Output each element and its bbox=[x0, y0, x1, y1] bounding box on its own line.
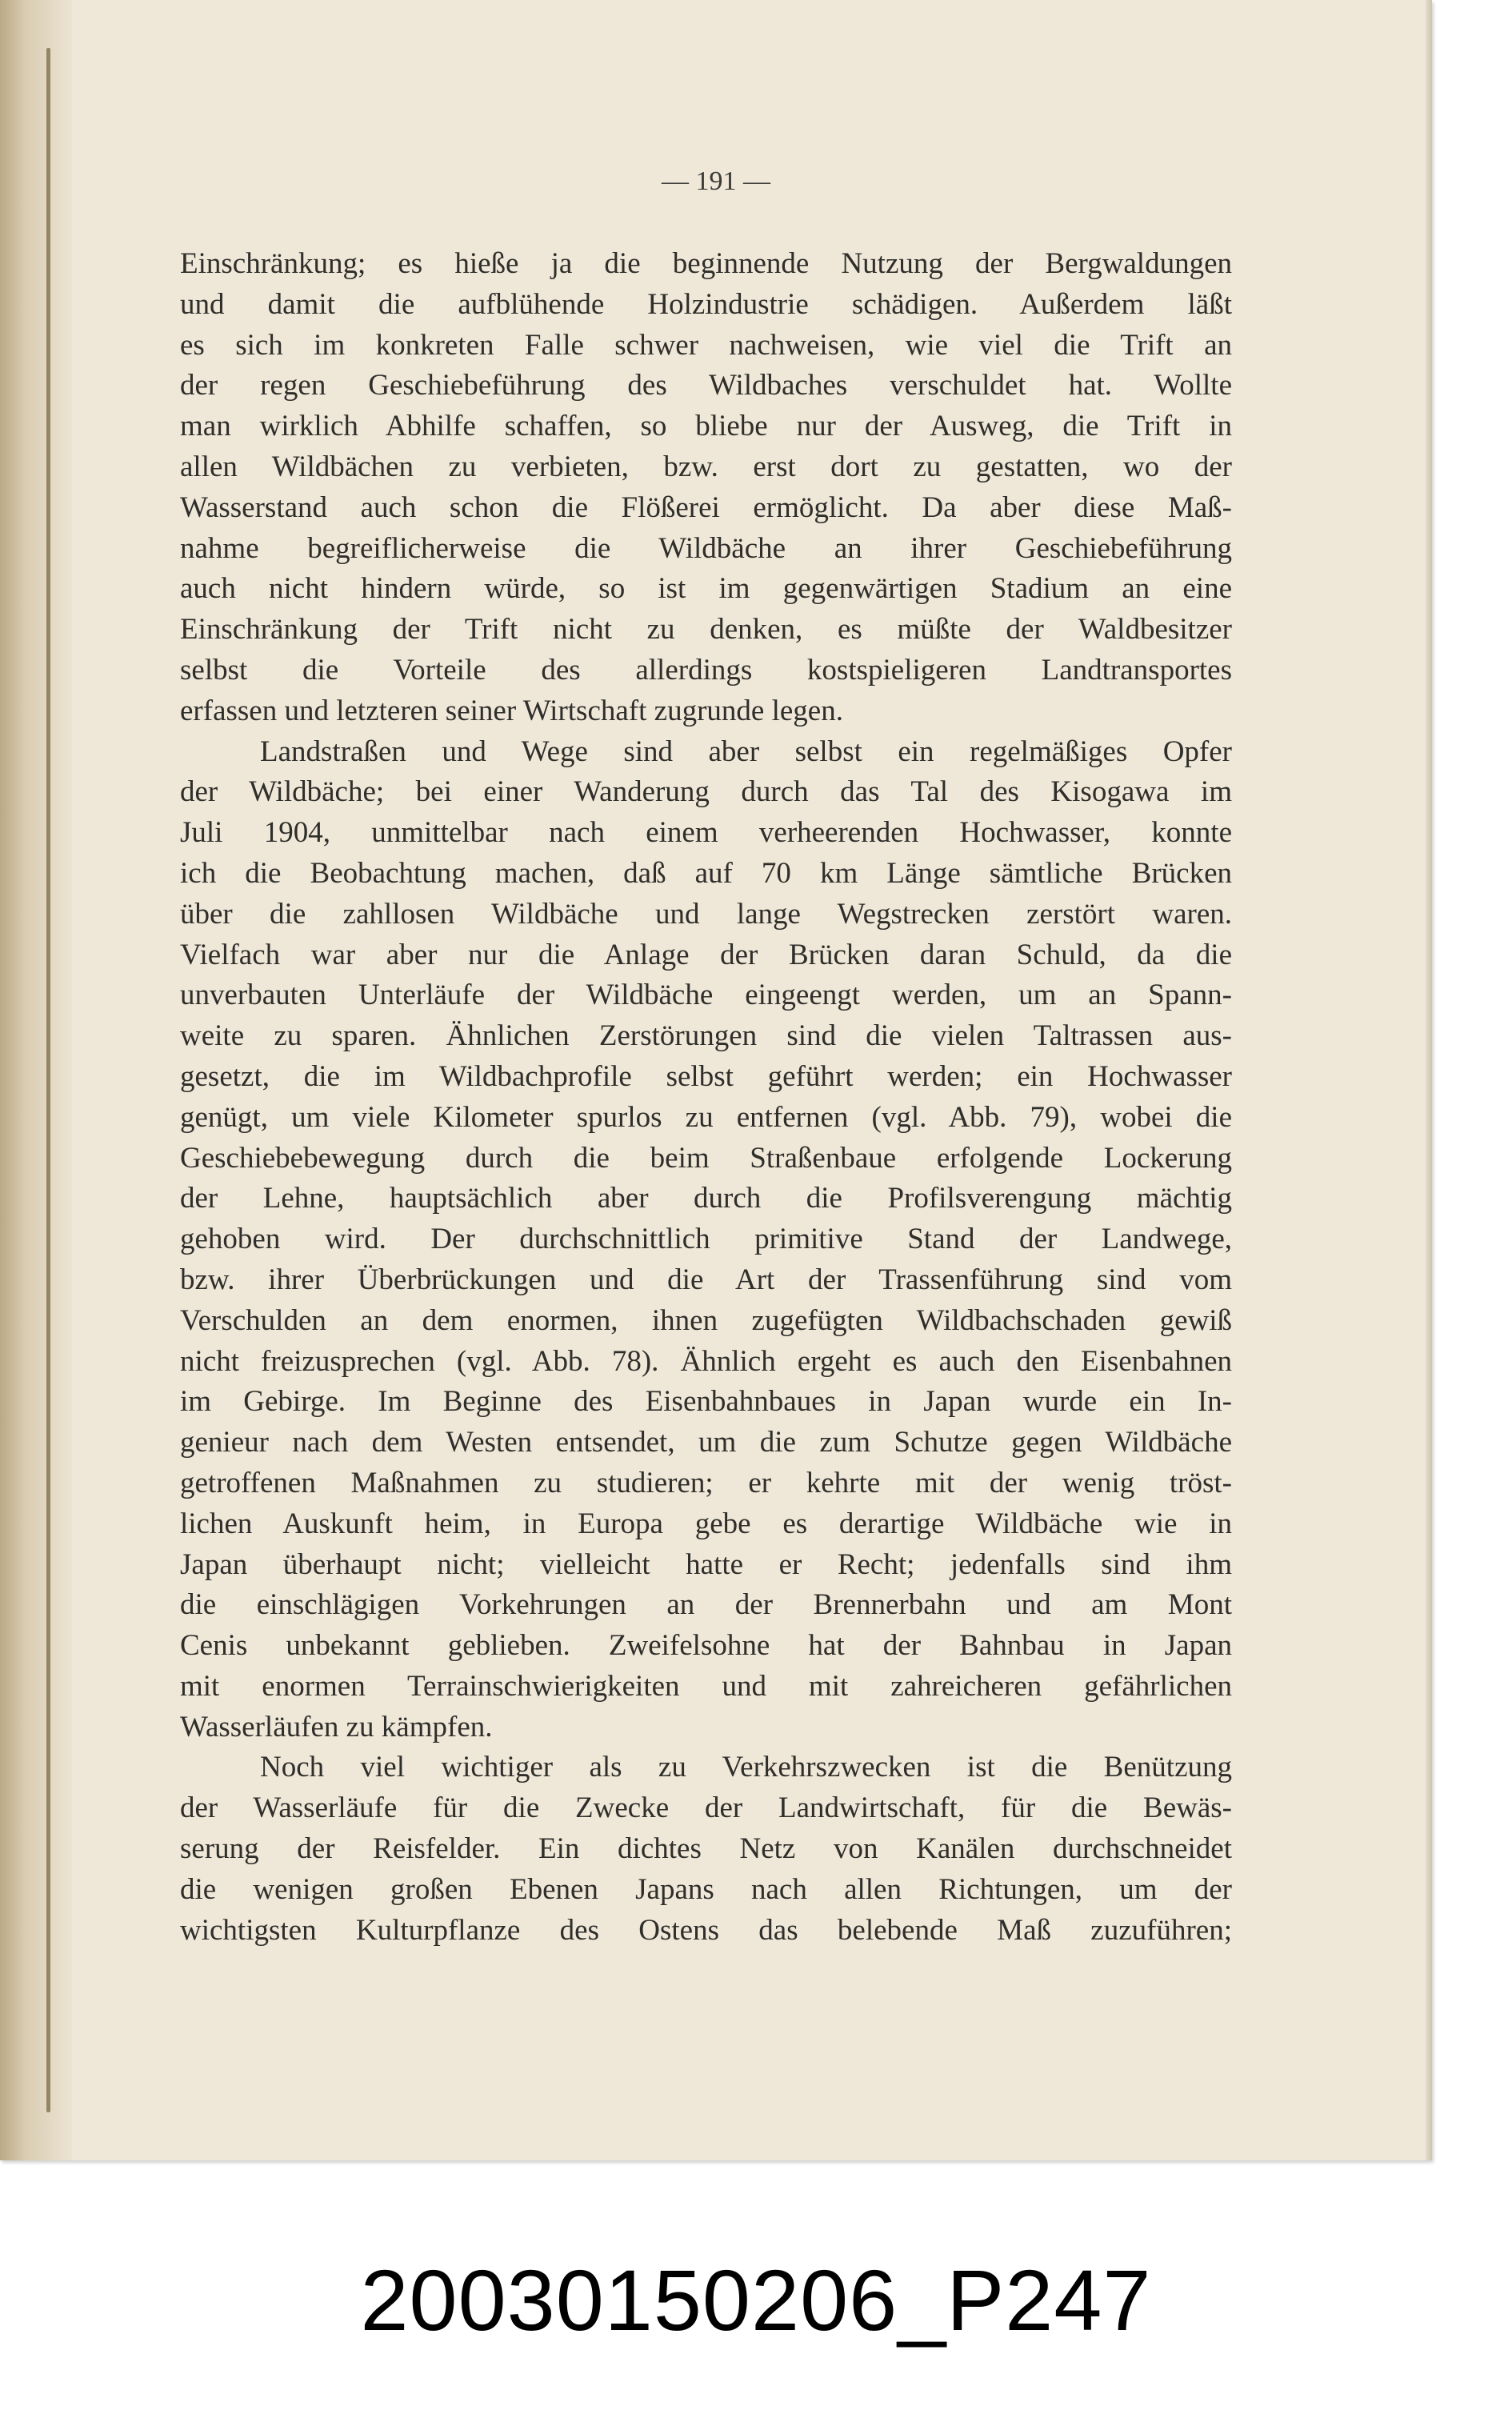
text-line: der Wasserläufe für die Zwecke der Landwirtschaft, für die Bewäs- bbox=[180, 1791, 1232, 1825]
text-line: ich die Beobachtung machen, daß auf 70 km Länge sämtliche Brücken bbox=[180, 856, 1232, 890]
text-line: gesetzt, die im Wildbachprofile selbst geführt werden; ein Hochwasser bbox=[180, 1059, 1232, 1093]
text-line: nahme begreiflicherweise die Wildbäche an ihrer Geschiebeführung bbox=[180, 531, 1232, 565]
text-line: weite zu sparen. Ähnlichen Zerstörungen sind die vielen Taltrassen aus- bbox=[180, 1019, 1232, 1053]
text-line: nicht freizusprechen (vgl. Abb. 78). Ähnlich ergeht es auch den Eisenbahnen bbox=[180, 1344, 1232, 1378]
text-line: die wenigen großen Ebenen Japans nach allen Richtungen, um der bbox=[180, 1872, 1232, 1906]
text-line: der Wildbäche; bei einer Wanderung durch das Tal des Kisogawa im bbox=[180, 775, 1232, 809]
text-line: allen Wildbächen zu verbieten, bzw. erst dort zu gestatten, wo der bbox=[180, 450, 1232, 483]
text-line: mit enormen Terrainschwierigkeiten und mit zahreicheren gefährlichen bbox=[180, 1669, 1232, 1703]
text-line: selbst die Vorteile des allerdings kostspieligeren Landtransportes bbox=[180, 653, 1232, 687]
book-gutter bbox=[0, 0, 72, 2160]
text-line: Landstraßen und Wege sind aber selbst ein regelmäßiges Opfer bbox=[260, 735, 1232, 768]
page-number: — 191 — bbox=[662, 166, 770, 196]
text-line: die einschlägigen Vorkehrungen an der Brennerbahn und am Mont bbox=[180, 1588, 1232, 1622]
text-line: getroffenen Maßnahmen zu studieren; er kehrte mit der wenig tröst- bbox=[180, 1466, 1232, 1499]
text-line: genügt, um viele Kilometer spurlos zu entfernen (vgl. Abb. 79), wobei die bbox=[180, 1100, 1232, 1134]
text-line: es sich im konkreten Falle schwer nachweisen, wie viel die Trift an bbox=[180, 328, 1232, 362]
text-line: Wasserstand auch schon die Flößerei ermöglicht. Da aber diese Maß- bbox=[180, 490, 1232, 524]
text-line: unverbauten Unterläufe der Wildbäche eingeengt werden, um an Spann- bbox=[180, 979, 1232, 1012]
text-line: der regen Geschiebeführung des Wildbaches verschuldet hat. Wollte bbox=[180, 369, 1232, 402]
text-line: Noch viel wichtiger als zu Verkehrszwecken ist die Benützung bbox=[260, 1751, 1232, 1784]
text-line: serung der Reisfelder. Ein dichtes Netz von Kanälen durchschneidet bbox=[180, 1832, 1232, 1866]
text-line: Cenis unbekannt geblieben. Zweifelsohne hat der Bahnbau in Japan bbox=[180, 1629, 1232, 1663]
scan-identifier: 20030150206_P247 bbox=[360, 2252, 1152, 2348]
binding-shadow bbox=[46, 48, 50, 2112]
text-line: bzw. ihrer Überbrückungen und die Art der Trassenführung sind vom bbox=[180, 1263, 1232, 1296]
text-line: Einschränkung der Trift nicht zu denken, es müßte der Waldbesitzer bbox=[180, 613, 1232, 647]
text-line: Einschränkung; es hieße ja die beginnende Nutzung der Bergwaldungen bbox=[180, 247, 1232, 280]
text-line: erfassen und letzteren seiner Wirtschaft zugrunde legen. bbox=[180, 694, 843, 727]
page-edge bbox=[1426, 0, 1432, 2160]
text-line: Juli 1904, unmittelbar nach einem verheerenden Hochwasser, konnte bbox=[180, 816, 1232, 850]
text-line: gehoben wird. Der durchschnittlich primitive Stand der Landwege, bbox=[180, 1223, 1232, 1256]
text-line: auch nicht hindern würde, so ist im gegenwärtigen Stadium an eine bbox=[180, 572, 1232, 606]
text-line: Vielfach war aber nur die Anlage der Brücken daran Schuld, da die bbox=[180, 938, 1232, 971]
paragraph bbox=[180, 244, 1232, 732]
paragraph bbox=[180, 1747, 1232, 1951]
text-line: Geschiebebewegung durch die beim Straßenbaue erfolgende Lockerung bbox=[180, 1141, 1232, 1175]
text-line: über die zahllosen Wildbäche und lange Wegstrecken zerstört waren. bbox=[180, 897, 1232, 931]
body-text bbox=[180, 244, 1232, 1951]
text-line: Verschulden an dem enormen, ihnen zugefügten Wildbachschaden gewiß bbox=[180, 1303, 1232, 1337]
text-line: wichtigsten Kulturpflanze des Ostens das belebende Maß zuzuführen; bbox=[180, 1913, 1232, 1947]
text-line: und damit die aufblühende Holzindustrie schädigen. Außerdem läßt bbox=[180, 287, 1232, 321]
text-line: genieur nach dem Westen entsendet, um die zum Schutze gegen Wildbäche bbox=[180, 1426, 1232, 1459]
text-line: der Lehne, hauptsächlich aber durch die Profilsverengung mächtig bbox=[180, 1182, 1232, 1215]
text-line: Wasserläufen zu kämpfen. bbox=[180, 1710, 493, 1743]
text-line: lichen Auskunft heim, in Europa gebe es derartige Wildbäche wie in bbox=[180, 1507, 1232, 1540]
text-line: Japan überhaupt nicht; vielleicht hatte er Recht; jedenfalls sind ihm bbox=[180, 1547, 1232, 1581]
paragraph bbox=[180, 732, 1232, 1748]
text-line: man wirklich Abhilfe schaffen, so bliebe nur der Ausweg, die Trift in bbox=[180, 410, 1232, 443]
text-line: im Gebirge. Im Beginne des Eisenbahnbaues in Japan wurde ein In- bbox=[180, 1385, 1232, 1419]
